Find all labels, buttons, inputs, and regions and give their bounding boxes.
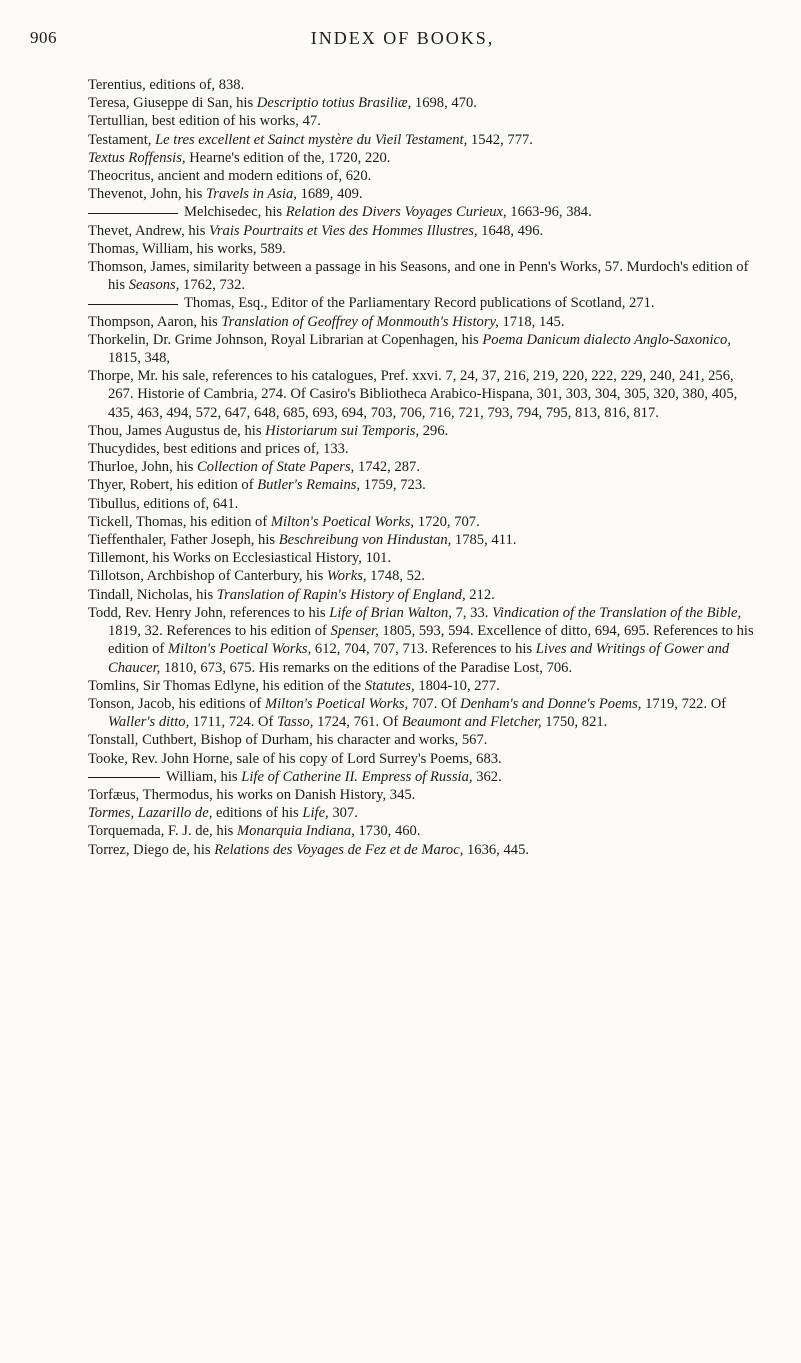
- entry-text: Tillotson, Archbishop of Canterbury, his: [88, 568, 327, 585]
- entry-text: 1711, 724. Of: [189, 714, 278, 731]
- entry-text: 1698, 470.: [411, 95, 477, 112]
- index-entry: [88, 167, 756, 185]
- entry-text: Thevenot, John, his: [88, 186, 206, 203]
- entry-title-italic: Vindication of the Translation of the Bible,: [492, 604, 742, 621]
- entry-text: 1810, 673, 675. His remarks on the editions of the Paradise Lost, 706.: [160, 659, 573, 676]
- entry-text: 1815, 348,: [108, 350, 171, 367]
- entry-text: Tickell, Thomas, his edition of: [88, 513, 271, 530]
- index-entry: [88, 94, 756, 112]
- entry-text: 1718, 145.: [498, 313, 565, 330]
- index-entry: [88, 422, 756, 440]
- index-entry: [88, 677, 756, 695]
- entry-text: Tomlins, Sir Thomas Edlyne, his edition of the: [88, 677, 365, 694]
- entry-text: 1748, 52.: [366, 568, 425, 585]
- index-entry: [88, 549, 756, 567]
- index-entry: [88, 586, 756, 604]
- entry-text: 307.: [328, 805, 358, 822]
- entry-text: 296.: [419, 422, 449, 439]
- entry-title-italic: Seasons,: [128, 277, 180, 294]
- entry-text: Thou, James Augustus de, his: [88, 422, 266, 439]
- index-entry: [88, 495, 756, 513]
- entry-title-italic: Translation of Rapin's History of England,: [216, 586, 466, 603]
- entry-title-italic: Milton's Poetical Works,: [168, 641, 312, 658]
- entry-title-italic: Collection of State Papers,: [197, 459, 355, 476]
- entry-title-italic: Poema Danicum dialecto Anglo-Saxonico,: [482, 331, 731, 348]
- index-entry: [88, 131, 756, 149]
- entry-text: Tindall, Nicholas, his: [88, 586, 217, 603]
- entry-text: Todd, Rev. Henry John, references to his: [88, 604, 330, 621]
- entry-title-italic: Textus Roffensis,: [88, 149, 186, 166]
- entry-text: 612, 704, 707, 713. References to his: [311, 641, 536, 658]
- entry-title-italic: Waller's ditto,: [108, 714, 190, 731]
- entry-text: Tillemont, his Works on Ecclesiastical History, 101.: [88, 550, 392, 567]
- entry-title-italic: Historiarum sui Temporis,: [265, 422, 420, 439]
- entry-text: 1759, 723.: [360, 477, 426, 494]
- entry-text: 1636, 445.: [463, 841, 530, 858]
- index-entry: [88, 185, 756, 203]
- entry-text: Thucydides, best editions and prices of, 133.: [88, 441, 349, 458]
- entry-text: William, his: [166, 768, 242, 785]
- entry-text: Thurloe, John, his: [88, 459, 198, 476]
- entry-title-italic: Le tres excellent et Sainct mystère du Vieil Testament,: [155, 131, 468, 148]
- index-entry: [88, 76, 756, 94]
- entry-title-italic: Monarquia Indiana,: [237, 823, 355, 840]
- entry-text: 1742, 287.: [354, 459, 420, 476]
- entry-text: Torquemada, F. J. de, his: [88, 823, 237, 840]
- page-title: INDEX OF BOOKS,: [310, 28, 495, 48]
- index-entry: [88, 240, 756, 258]
- index-entry: [88, 822, 756, 840]
- entry-title-italic: Life of Brian Walton,: [329, 604, 452, 621]
- entry-text: Thorkelin, Dr. Grime Johnson, Royal Librarian at Copenhagen, his: [88, 331, 483, 348]
- entry-text: 1542, 777.: [467, 131, 533, 148]
- entry-title-italic: Denham's and Donne's Poems,: [460, 695, 642, 712]
- entry-title-italic: Tormes, Lazarillo de,: [88, 805, 213, 822]
- entry-title-italic: Milton's Poetical Works,: [264, 695, 409, 712]
- index-entry: [88, 841, 756, 859]
- entry-text: Thevet, Andrew, his: [88, 222, 210, 239]
- index-entry: [88, 804, 756, 822]
- entry-text: Melchisedec, his: [184, 204, 286, 221]
- index-entry: [88, 440, 756, 458]
- entry-text: Testament,: [88, 131, 156, 148]
- index-entry: [88, 112, 756, 130]
- index-entry: [88, 203, 756, 221]
- entry-title-italic: Vrais Pourtraits et Vies des Hommes Illustres,: [209, 222, 478, 239]
- entry-text: 707. Of: [408, 695, 461, 712]
- entry-text: Thomas, William, his works, 589.: [88, 240, 286, 257]
- entry-text: 1663-96, 384.: [506, 204, 592, 221]
- index-entry: [88, 531, 756, 549]
- index-entry: [88, 567, 756, 585]
- index-entry: [88, 768, 756, 786]
- entry-text: Hearne's edition of the, 1720, 220.: [185, 149, 391, 166]
- ditto-dash: [88, 777, 160, 778]
- entry-text: 1762, 732.: [179, 277, 246, 294]
- entry-text: Torfæus, Thermodus, his works on Danish History, 345.: [88, 786, 416, 803]
- entry-text: 212.: [465, 586, 495, 603]
- entry-text: Tieffenthaler, Father Joseph, his: [88, 532, 279, 549]
- entry-text: Tonstall, Cuthbert, Bishop of Durham, his character and works, 567.: [88, 732, 488, 749]
- entry-title-italic: Travels in Asia,: [205, 186, 297, 203]
- ditto-dash: [88, 304, 178, 305]
- entry-text: Thompson, Aaron, his: [88, 313, 222, 330]
- entry-text: Thyer, Robert, his edition of: [88, 477, 258, 494]
- entry-text: Thomson, James, similarity between a passage in his Seasons, and one in Penn's Works, 57. Murdoch's edition of his: [88, 259, 749, 294]
- entry-text: Tibullus, editions of, 641.: [88, 495, 239, 512]
- page-number: 906: [30, 28, 57, 47]
- entry-title-italic: Translation of Geoffrey of Monmouth's History,: [221, 313, 499, 330]
- entry-text: 1804-10, 277.: [414, 677, 500, 694]
- index-entry: [88, 750, 756, 768]
- index-entry: [88, 149, 756, 167]
- entry-title-italic: Life of Catherine II. Empress of Russia,: [241, 768, 473, 785]
- index-entry: [88, 786, 756, 804]
- entry-text: 1648, 496.: [477, 222, 544, 239]
- entry-text: 1720, 707.: [414, 513, 480, 530]
- entry-text: Tonson, Jacob, his editions of: [88, 695, 265, 712]
- entry-title-italic: Life,: [302, 805, 329, 822]
- index-entry: [88, 513, 756, 531]
- ditto-dash: [88, 213, 178, 214]
- index-entry: [88, 604, 756, 677]
- entry-text: 1724, 761. Of: [313, 714, 402, 731]
- entry-text: 1785, 411.: [451, 532, 517, 549]
- page-header: [30, 28, 775, 54]
- index-entry: [88, 331, 756, 367]
- entry-text: Thorpe, Mr. his sale, references to his catalogues, Pref. xxvi. 7, 24, 37, 216, 219, 220, 222, 229, 240, 241, 256, 267. Historie of Cambria, 274. Of Casiro's Bibliotheca Arabico-Hispana, 301, 303, 304, 305, 320, 380, 405, 435, 463, 494, 572, 647, 648, 685, 693, 694, 703, 706, 716, 721, 793, 794, 795, 813, 816, 817.: [88, 368, 738, 421]
- entry-text: Teresa, Giuseppe di San, his: [88, 95, 257, 112]
- entry-title-italic: Works,: [326, 568, 367, 585]
- entry-title-italic: Beschreibung von Hindustan,: [278, 532, 452, 549]
- entry-text: Torrez, Diego de, his: [88, 841, 215, 858]
- entry-text: 7, 33.: [451, 604, 493, 621]
- entry-text: Thomas, Esq., Editor of the Parliamentary Record publications of Scotland, 271.: [184, 295, 655, 312]
- index-entry: [88, 458, 756, 476]
- entry-text: 1689, 409.: [296, 186, 363, 203]
- entry-text: 1730, 460.: [354, 823, 421, 840]
- entry-text: Theocritus, ancient and modern editions of, 620.: [88, 168, 372, 185]
- entry-text: Tertullian, best edition of his works, 47.: [88, 113, 321, 130]
- entry-title-italic: Statutes,: [364, 677, 415, 694]
- entry-text: 1805, 593, 594. Excellence of ditto, 694, 695. References to his edition of: [108, 623, 754, 658]
- index-list: [88, 76, 756, 859]
- entry-text: 1819, 32. References to his edition of: [108, 623, 331, 640]
- entry-title-italic: Butler's Remains,: [257, 477, 361, 494]
- index-entry: [88, 731, 756, 749]
- index-entry: [88, 258, 756, 294]
- entry-title-italic: Spenser,: [330, 623, 379, 640]
- entry-title-italic: Tasso,: [277, 714, 314, 731]
- index-entry: [88, 695, 756, 731]
- entry-title-italic: Relation des Divers Voyages Curieux,: [285, 204, 507, 221]
- entry-title-italic: Milton's Poetical Works,: [270, 513, 415, 530]
- entry-text: Tooke, Rev. John Horne, sale of his copy of Lord Surrey's Poems, 683.: [88, 750, 502, 767]
- entry-text: Terentius, editions of, 838.: [88, 77, 245, 93]
- entry-title-italic: Relations des Voyages de Fez et de Maroc,: [214, 841, 464, 858]
- index-entry: [88, 222, 756, 240]
- index-entry: [88, 367, 756, 422]
- index-entry: [88, 476, 756, 494]
- entry-title-italic: Beaumont and Fletcher,: [401, 714, 542, 731]
- entry-text: 1719, 722. Of: [641, 695, 727, 712]
- entry-text: 362.: [472, 768, 502, 785]
- entry-text: editions of his: [212, 805, 303, 822]
- index-entry: [88, 313, 756, 331]
- entry-title-italic: Lives and Writings of Gower and Chaucer,: [108, 641, 730, 676]
- entry-title-italic: Descriptio totius Brasiliæ,: [256, 95, 412, 112]
- entry-text: 1750, 821.: [541, 714, 608, 731]
- index-entry: [88, 294, 756, 312]
